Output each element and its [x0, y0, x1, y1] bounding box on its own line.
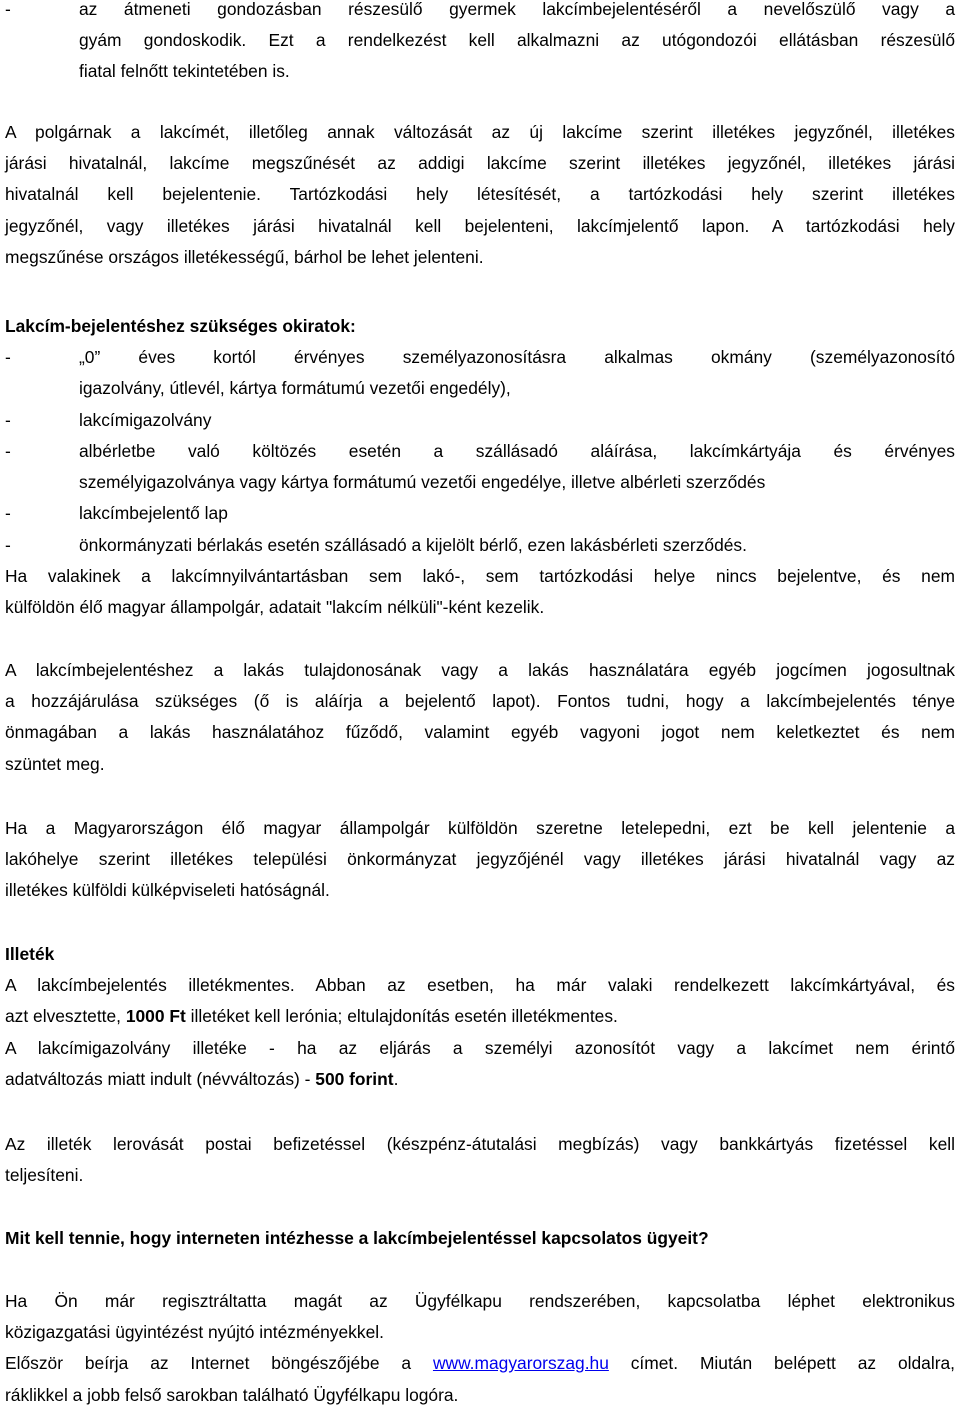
text-line: járási hivatalnál, lakcíme megszűnését az addigi lakcíme szerint illetékes jegyzőnél, illetékes járási — [5, 153, 955, 174]
list-item-text — [79, 0, 955, 88]
text-line: A lakcímigazolvány illetéke - ha az eljárás a személyi azonosítót vagy a lakcímet nem érintő — [5, 1037, 955, 1058]
text-line: önmagában a lakás használatához fűződő, valamint egyéb vagyoni jogot nem keletkeztet és nem — [5, 722, 955, 743]
section-fee — [5, 939, 955, 1095]
text-line: lakcímigazolvány — [79, 410, 212, 430]
text-line: személyigazolványa vagy kártya formátumú vezetői engedélye, illetve albérleti szerződés — [79, 472, 766, 493]
section-heading-documents — [5, 311, 955, 342]
text-line: Az illeték lerovását postai befizetéssel (készpénz-átutalási megbízás) vagy bankkártyás fizetéssel kell — [5, 1134, 955, 1154]
list-item-text — [79, 498, 955, 529]
paragraph-online — [5, 1286, 955, 1411]
list-item-text — [79, 342, 955, 404]
text-line: megszűnése országos illetékességű, bárhol be lehet jelenteni. — [5, 246, 484, 267]
list-item-text — [79, 436, 955, 498]
fee-amount: 500 forint — [315, 1068, 394, 1089]
text-line: az átmeneti gondozásban részesülő gyermek lakcímbejelentéséről a nevelőszülő vagy a — [79, 0, 955, 19]
text-line — [5, 1348, 955, 1379]
paragraph-registration — [5, 117, 955, 273]
list-dash: - — [5, 410, 11, 430]
text-line: szüntet meg. — [5, 753, 105, 774]
list-dash: - — [5, 535, 11, 555]
list-item-text — [79, 405, 955, 436]
text-line: jegyzőnél, vagy illetékes járási hivatalnál kell bejelenteni, lakcímjelentő lapon. A tartózkodási hely — [5, 215, 955, 236]
list-item-text — [79, 530, 955, 561]
text-line — [5, 1001, 955, 1032]
text-line: lakóhelye szerint illetékes települési önkormányzat jegyzőjénél vagy illetékes járási hivatalnál vagy az — [5, 849, 955, 870]
fee-amount: 1000 Ft — [125, 1006, 186, 1027]
text-line: albérletbe való költözés esetén a szállásadó aláírása, lakcímkártyája és érvényes — [79, 441, 955, 461]
paragraph-payment — [5, 1129, 955, 1191]
text-fragment: adatváltozás miatt indult (névváltozás) - — [5, 1068, 316, 1089]
text-line: közigazgatási ügyintézést nyújtó intézményekkel. — [5, 1322, 384, 1343]
heading-text: Mit kell tennie, hogy interneten intézhesse a lakcímbejelentéssel kapcsolatos ügyeit? — [5, 1228, 709, 1248]
list-dash: - — [5, 347, 11, 367]
text-line: A polgárnak a lakcímét, illetőleg annak változását az új lakcíme szerint illetékes jegyzőnél, illetékes — [5, 122, 955, 142]
text-line: ráklikkel a jobb felső sarokban található Ügyfélkapu logóra. — [5, 1384, 459, 1405]
heading-text: Illeték — [5, 944, 55, 964]
text-line: Ha a Magyarországon élő magyar állampolgár külföldön szeretne letelepedni, ezt be kell jelentenie a — [5, 818, 955, 838]
text-line: hivatalnál kell bejelentenie. Tartózkodási hely létesítését, a tartózkodási hely szerint illetékes — [5, 184, 955, 205]
heading-text: Lakcím-bejelentéshez szükséges okiratok: — [5, 316, 356, 336]
text-line: A lakcímbejelentés illetékmentes. Abban az esetben, ha már valaki rendelkezett lakcímkártyával, és — [5, 975, 955, 996]
text-line: önkormányzati bérlakás esetén szállásadó a kijelölt bérlő, ezen lakásbérleti szerződés. — [79, 535, 747, 555]
text-fragment: címet. Miután belépett az oldalra, — [608, 1353, 955, 1374]
text-line: „0” éves kortól érvényes személyazonosításra alkalmas okmány (személyazonosító — [79, 347, 955, 367]
text-fragment: . — [393, 1068, 399, 1089]
text-line: Ha valakinek a lakcímnyilvántartásban sem lakó-, sem tartózkodási helye nincs bejelentve, és nem — [5, 566, 955, 586]
text-line: Ha Ön már regisztráltatta magát az Ügyfélkapu rendszerében, kapcsolatba léphet elektronikus — [5, 1291, 955, 1311]
text-line: fiatal felnőtt tekintetében is. — [79, 61, 290, 82]
text-line: A lakcímbejelentéshez a lakás tulajdonosának vagy a lakás használatára egyéb jogcímen jogosultnak — [5, 660, 955, 680]
list-dash: - — [5, 503, 11, 523]
text-fragment: azt elvesztette, — [5, 1006, 126, 1027]
text-line: illetékes külföldi külképviseleti hatóságnál. — [5, 880, 330, 901]
text-line: a hozzájárulása szükséges (ő is aláírja a bejelentő lapot). Fontos tudni, hogy a lakcímbejelentés ténye — [5, 691, 955, 712]
text-line: teljesíteni. — [5, 1165, 84, 1186]
text-line: lakcímbejelentő lap — [79, 503, 228, 523]
text-line: külföldön élő magyar állampolgár, adatait "lakcím nélküli"-ként kezelik. — [5, 597, 545, 618]
paragraph-owner-consent — [5, 655, 955, 780]
text-fragment: illetéket kell lerónia; eltulajdonítás esetén illetékmentes. — [185, 1006, 618, 1027]
text-line: igazolvány, útlevél, kártya formátumú vezetői engedély), — [79, 378, 511, 399]
text-fragment: Először beírja az Internet böngészőjébe a — [5, 1353, 433, 1374]
list-dash: - — [5, 441, 11, 461]
text-line — [5, 1064, 955, 1095]
paragraph-abroad — [5, 813, 955, 907]
list-dash: - — [5, 0, 11, 19]
section-heading-online — [5, 1223, 955, 1254]
text-line: gyám gondoskodik. Ezt a rendelkezést kell alkalmazni az utógondozói ellátásban részesülő — [79, 30, 955, 51]
magyarorszag-link[interactable]: www.magyarorszag.hu — [432, 1353, 609, 1374]
paragraph-no-address — [5, 561, 955, 623]
